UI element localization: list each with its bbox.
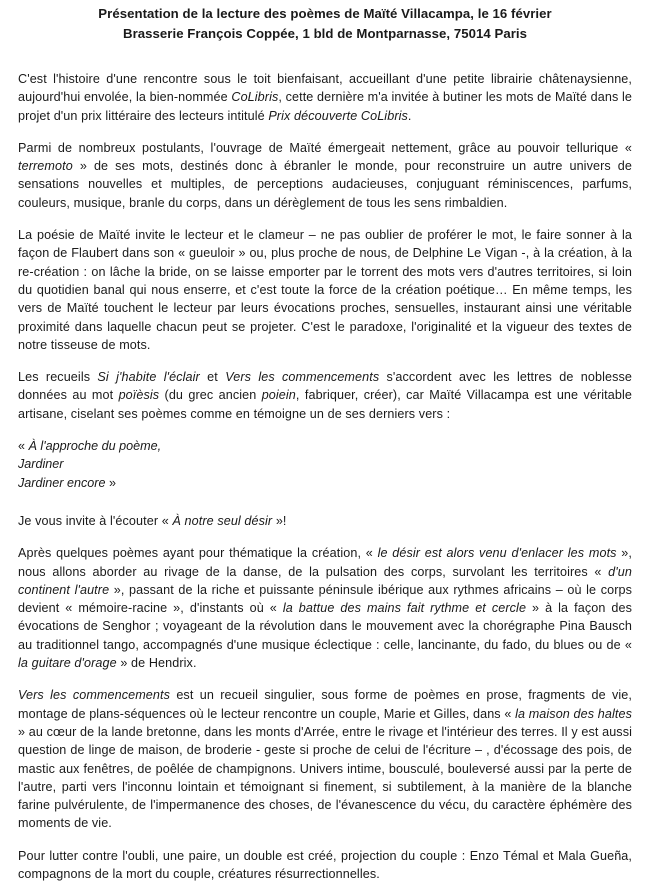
text: », nous allons aborder au rivage de la danse, de la pulsation des corps, survolant les territoires «: [18, 546, 632, 579]
text: .: [407, 108, 412, 123]
paragraph-6: [18, 544, 632, 672]
italic-text: d'un continent l'autre: [18, 564, 632, 597]
document-header: [18, 4, 632, 44]
italic-text: poïèsis: [118, 388, 160, 403]
italic-text: terremoto: [18, 159, 73, 174]
header-title: Présentation de la lecture des poèmes de Maïté Villacampa, le 16 février: [98, 6, 552, 21]
text: Pour lutter contre l'oubli, une paire, un double est créé, projection du couple : Enzo Témal et Mala Gueña, compagnons de la mort du couple, créatures résurrectionnelles.: [18, 848, 632, 881]
paragraph-7: [18, 686, 632, 832]
paragraph-5: [18, 512, 632, 530]
italic-text: CoLibris: [231, 90, 279, 105]
quote-line-2: [18, 455, 632, 473]
italic-text: À l'approche du poème,: [28, 439, 162, 454]
italic-text: la maison des haltes: [515, 706, 632, 721]
text: Parmi de nombreux postulants, l'ouvrage de Maïté émergeait nettement, grâce au pouvoir tellurique «: [18, 140, 632, 155]
quote-open: «: [18, 439, 29, 454]
italic-text: la guitare d'orage: [18, 656, 117, 671]
text: » de Hendrix.: [116, 656, 197, 671]
italic-text: Jardiner encore: [18, 475, 106, 490]
text: Les recueils: [18, 370, 98, 385]
italic-text: la battue des mains fait rythme et cercle: [282, 601, 527, 616]
text: », passant de la riche et puissante péninsule ibérique aux rythmes africains – où le corps devient « mémoire-racine », d'instants où «: [18, 582, 632, 616]
paragraph-4: [18, 368, 632, 423]
italic-text: Si j'habite l'éclair: [97, 370, 200, 385]
italic-text: le désir est alors venu d'enlacer les mots: [377, 546, 617, 561]
text: , cette dernière m'a invitée à butiner les mots de Maïté dans le projet d'un prix littéraire des lecteurs intitulé: [18, 90, 632, 123]
header-venue: Brasserie François Coppée, 1 bld de Montparnasse, 75014 Paris: [123, 26, 527, 41]
italic-text: poiein: [261, 388, 296, 403]
paragraph-2: [18, 139, 632, 212]
text: » à la façon des évocations de Senghor ; voyageant de la révolution dans le mouvement avec la chorégraphe Pina Bausch au traditionnel tango, accompagnés d'une musique éclectique : celle, lancinante, du fado, du blues ou de «: [18, 601, 632, 652]
text: » au cœur de la lande bretonne, dans les monts d'Arrée, entre le rivage et l'intérieur des terres. Il y est aussi question de linge de maison, de broderie - geste si proche de celui de l'écriture – , d'écossage des pois, de mastic aux fenêtres, de poêlée de champignons. Univers intime, bousculé, bouleversé aussi par la perte de l'autre, parti vers l'inconnu lointain et témoignant si finement, si subtilement, à la manière de la blanche farine pulvérulente, de l'impermanence des choses, de l'évanescence du vécu, du caractère éphémère des moments de vie.: [18, 724, 632, 831]
quote-line-1: [18, 437, 632, 455]
text: » de ses mots, destinés donc à ébranler le monde, pour reconstruire un autre univers de sensations nouvelles et multiples, de perceptions audacieuses, conjuguant réminiscences, parfums, couleurs, musique, branle du corps, dans un dérèglement de tous les sens rimbaldien.: [18, 159, 632, 210]
italic-text: Jardiner: [18, 457, 64, 472]
text: est un recueil singulier, sous forme de poèmes en prose, fragments de vie, montage de plans-séquences où le lecteur rencontre un couple, Marie et Gilles, dans «: [18, 688, 632, 721]
text: La poésie de Maïté invite le lecteur et le clameur – ne pas oublier de proférer le mot, le faire sonner à la façon de Flaubert dans son « gueuloir » ou, plus proche de nous, de Delphine Le Vigan -, à la création, à la re-création : on lâche la bride, on se laisse emporter par le torrent des mots vers d'autres territoires, si loin du quotidien banal qui nous enserre, et c'est toute la force de la création poétique… En même temps, les vers de Maïté touchent le lecteur par leurs évocations proches, sensuelles, instaurant ainsi une véritable proximité dans laquelle chacun peut se projeter. C'est le paradoxe, l'originalité et la vigueur des textes de notre tisseuse de mots.: [18, 228, 632, 352]
text: et: [199, 370, 226, 385]
italic-text: Prix découverte CoLibris: [268, 108, 408, 123]
text: (du grec ancien: [159, 388, 262, 403]
paragraph-1: [18, 70, 632, 125]
italic-text: À notre seul désir: [172, 513, 273, 528]
text: Je vous invite à l'écouter «: [18, 513, 173, 528]
italic-text: Vers les commencements: [18, 688, 171, 703]
text: »!: [272, 513, 287, 528]
paragraph-8: [18, 847, 632, 883]
text: s'accordent avec les lettres de noblesse données au mot: [18, 370, 632, 403]
poem-quote: [18, 437, 632, 492]
quote-close: »: [105, 475, 117, 490]
text: , fabriquer, créer), car Maïté Villacampa est une véritable artisane, ciselant ses poèmes comme en témoigne un de ses derniers vers :: [18, 388, 632, 421]
quote-line-3: [18, 474, 632, 492]
italic-text: Vers les commencements: [225, 370, 380, 385]
text: Après quelques poèmes ayant pour thématique la création, «: [18, 546, 378, 561]
paragraph-3: [18, 226, 632, 354]
text: C'est l'histoire d'une rencontre sous le toit bienfaisant, accueillant d'une petite librairie châtenaysienne, aujourd'hui envolée, la bien-nommée: [18, 72, 632, 105]
